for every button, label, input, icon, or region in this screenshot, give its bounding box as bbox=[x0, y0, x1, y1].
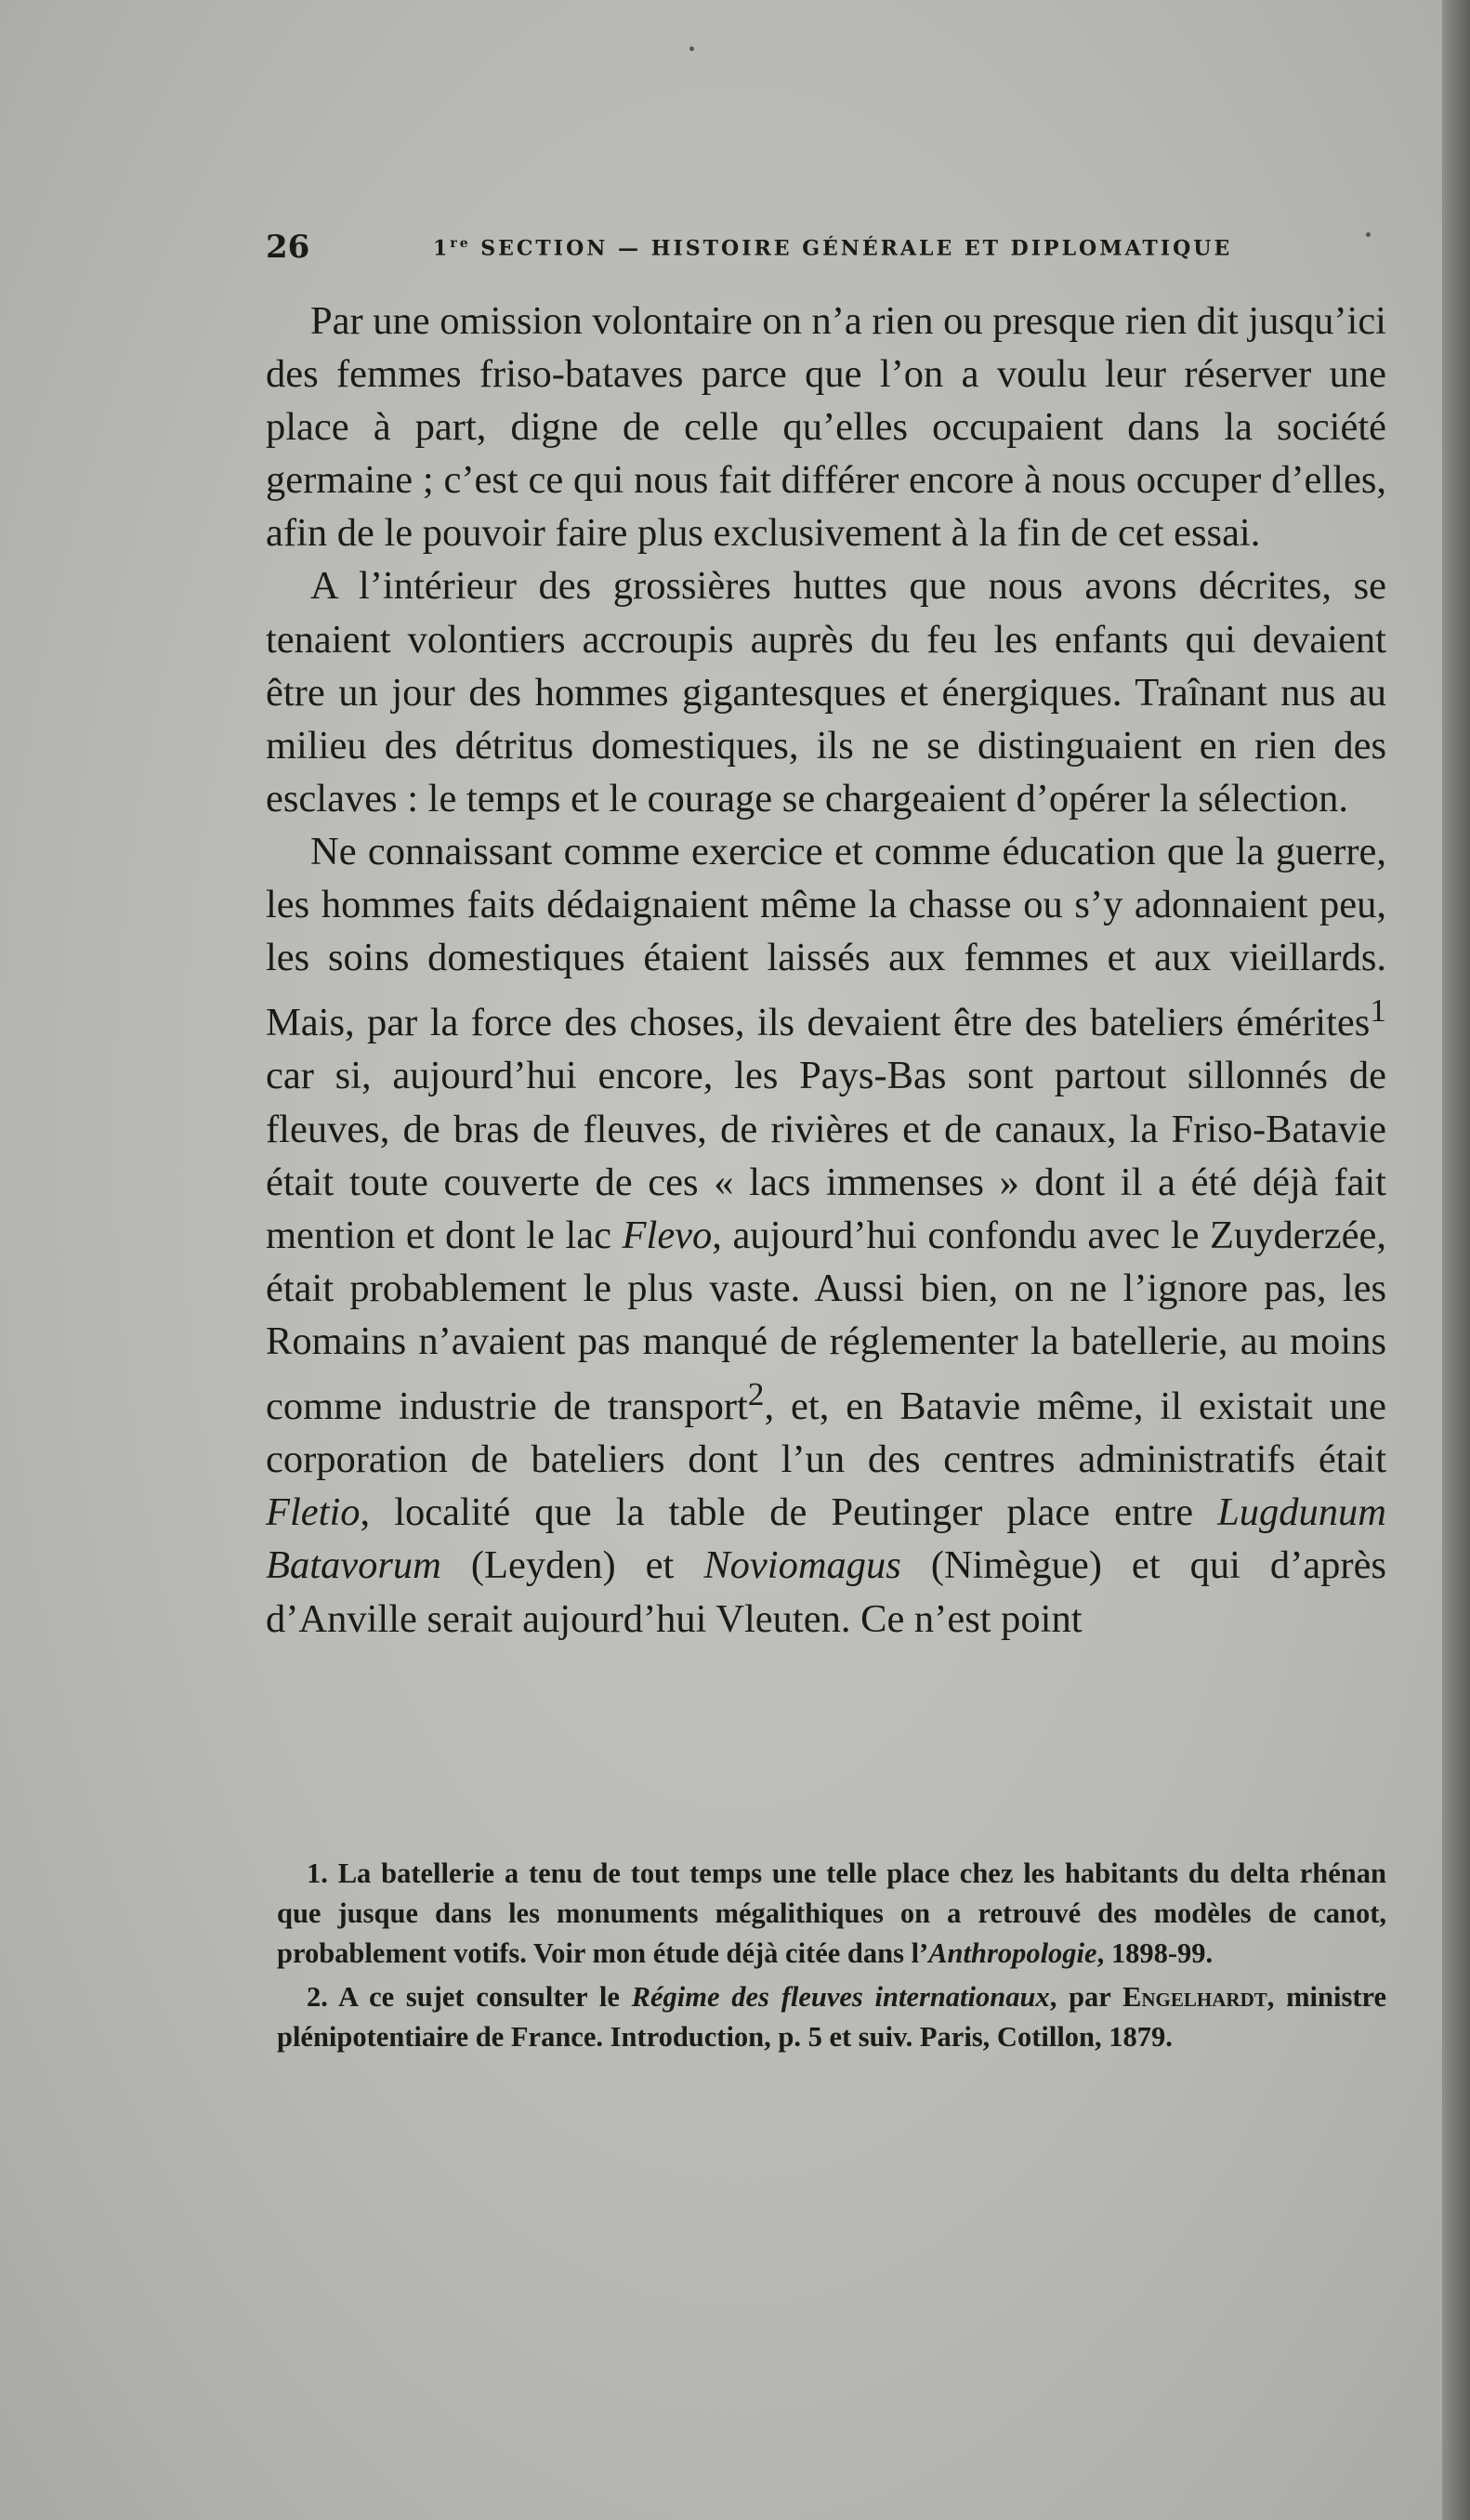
footnote-text: 1. La batellerie a tenu de tout temps une telle place chez les habitants du delta rhénan que jusque dans les monuments mégalithiques on a retrouvé des modèles de canot, probablement votifs. Voir mon étude déjà citée dans l’ bbox=[277, 1857, 1386, 1969]
footnote-ref-2: 2 bbox=[747, 1375, 765, 1413]
footnote-text: , par bbox=[1049, 1981, 1123, 2013]
place-name: Fletio bbox=[266, 1490, 361, 1535]
footnote-1 bbox=[277, 1854, 1386, 1974]
book-title: Régime des fleuves internationaux bbox=[631, 1981, 1050, 2013]
paragraph-2: A l’intérieur des grossières huttes que nous avons décrites, se tenaient volontiers accroupis auprès du feu les enfants qui devaient être un jour des hommes gigantesques et énergiques. Traînant nus au milieu des détritus domestiques, ils ne se distinguaient en rien des esclaves : le temps et le courage se chargeaient d’opérer la sélection. bbox=[266, 564, 1386, 820]
footnote-text: 2. A ce sujet consulter le bbox=[307, 1981, 632, 2013]
footnotes bbox=[277, 1854, 1386, 2061]
section-title: SECTION — HISTOIRE GÉNÉRALE ET DIPLOMATIQUE bbox=[470, 236, 1233, 261]
author-name: Engelhardt bbox=[1122, 1981, 1267, 2013]
section-number-suffix: re bbox=[450, 236, 471, 251]
scan-speck bbox=[689, 46, 694, 51]
paragraph-3-text: car si, aujourd’hui encore, les Pays-Bas sont partout sillonnés de fleuves, de bras de fleuves, de rivières et de canaux, la Friso-Batavie était toute couverte de ces « lacs immenses » dont il a été déjà fait mention et dont le lac bbox=[266, 1054, 1386, 1257]
footnote-text: , ministre plénipotentiaire de France. Introduction, p. 5 et suiv. Paris, Cotillon, 1879. bbox=[277, 1981, 1387, 2053]
footnote-text: , 1898-99. bbox=[1096, 1937, 1214, 1969]
paragraph-3 bbox=[266, 825, 1386, 1646]
place-name: Lugdunum Batavorum bbox=[266, 1490, 1386, 1588]
footnote-ref-1: 1 bbox=[1370, 991, 1386, 1030]
journal-title: Anthropologie bbox=[928, 1937, 1097, 1969]
paragraph-3-text: Ne connaissant comme exercice et comme éducation que la guerre, les hommes faits dédaignaient même la chasse ou s’y adonnaient peu, les soins domestiques étaient laissés aux femmes et aux vieillards. Mais, par la force des choses, ils devaient être des bateliers émérites bbox=[266, 829, 1386, 1045]
running-head bbox=[433, 236, 1232, 260]
footnote-2 bbox=[277, 1977, 1386, 2057]
paragraph-3-text: , aujourd’hui confondu avec le Zuyderzée, était probablement le plus vaste. Aussi bien, on ne l’ignore pas, les Romains n’avaient pas manqué de réglementer la batellerie, au moins comme industrie de transport bbox=[266, 1213, 1386, 1429]
body-text bbox=[266, 295, 1386, 1646]
page-number: 26 bbox=[266, 229, 310, 266]
paragraph-3-text: (Leyden) et bbox=[440, 1543, 704, 1588]
place-name: Noviomagus bbox=[703, 1543, 901, 1588]
paragraph-3-text: , et, en Batavie même, il existait une corporation de bateliers dont l’un des centres administratifs était bbox=[266, 1385, 1386, 1482]
page-header bbox=[266, 229, 1381, 275]
section-number: 1 bbox=[433, 236, 451, 261]
paragraph-1: Par une omission volontaire on n’a rien ou presque rien dit jusqu’ici des femmes friso-bataves parce que l’on a voulu leur réserver une place à part, digne de celle qu’elles occupaient dans la société germaine ; c’est ce qui nous fait différer encore à nous occuper d’elles, afin de le pouvoir faire plus exclusivement à la fin de cet essai. bbox=[266, 299, 1386, 556]
paragraph-3-text: (Nimègue) et qui d’après d’Anville serait aujourd’hui Vleuten. Ce n’est point bbox=[266, 1543, 1386, 1641]
page-edge-shadow bbox=[1442, 0, 1470, 2520]
paragraph-3-text: , localité que la table de Peutinger place entre bbox=[360, 1490, 1218, 1535]
place-name: Flevo bbox=[622, 1213, 713, 1257]
